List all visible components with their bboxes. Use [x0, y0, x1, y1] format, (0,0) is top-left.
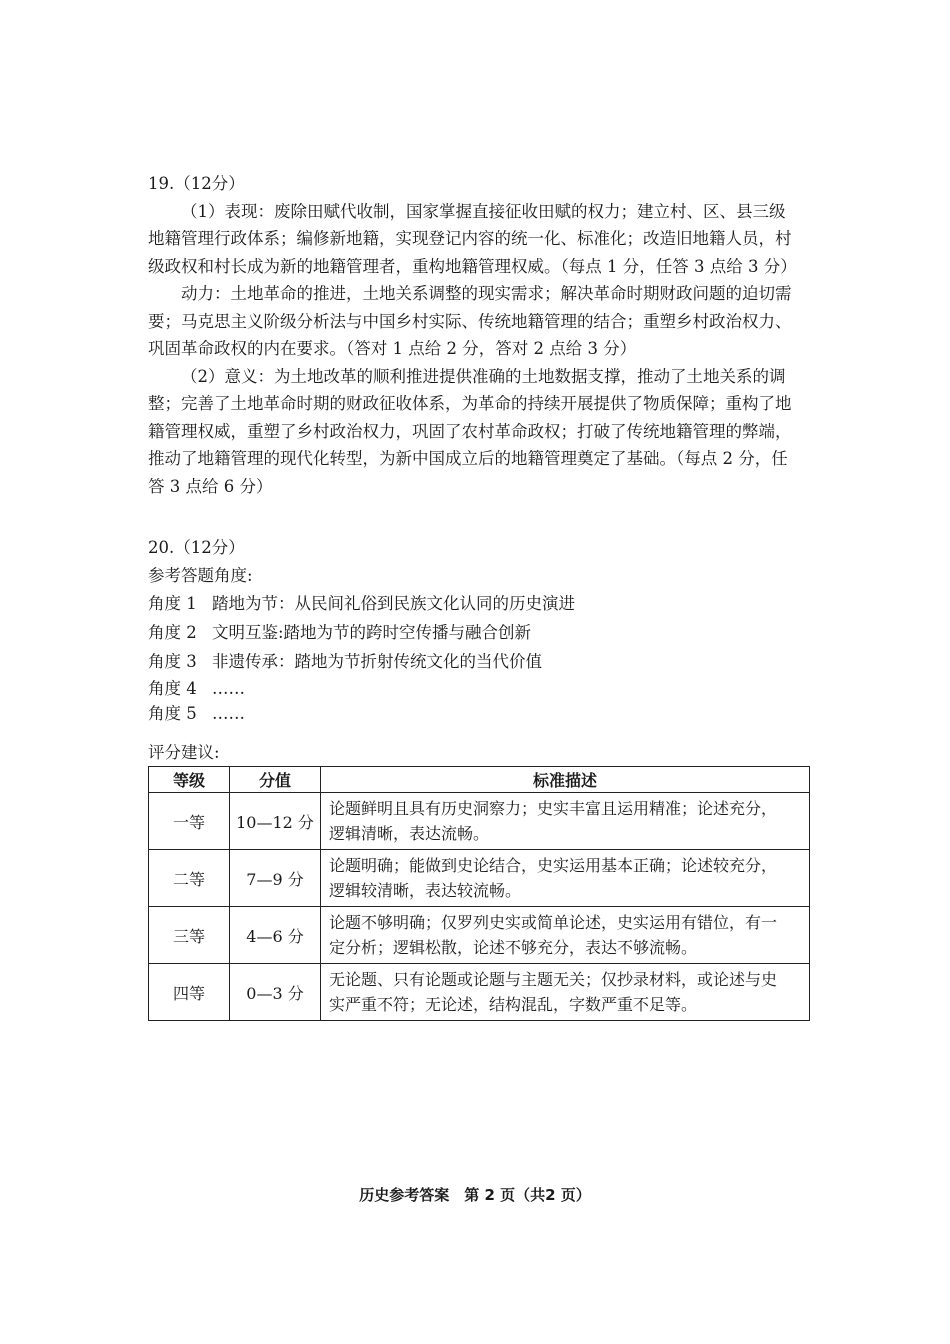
- table-row: [149, 907, 810, 964]
- table-row: [149, 850, 810, 907]
- description-line: 逻辑清晰，表达流畅。: [329, 824, 490, 843]
- table-header-row: [149, 767, 810, 793]
- page-footer: 历史参考答案 第 2 页（共2 页）: [359, 1186, 591, 1204]
- level-cell: 一等: [149, 793, 230, 850]
- angle-label: 角度 5: [148, 704, 197, 723]
- q19-part1: [148, 198, 812, 281]
- angle-item: [148, 676, 812, 701]
- q20-heading: 20.（12分）: [148, 538, 245, 557]
- eval-title: 评分建议:: [148, 743, 220, 762]
- q19-motive-line: 巩固革命政权的内在要求。（答对 1 点给 2 分，答对 2 点给 3 分）: [148, 339, 637, 358]
- angle-label: 角度 2: [148, 623, 197, 642]
- header-level: 等级: [149, 767, 230, 793]
- q19-heading: 19.（12分）: [148, 174, 245, 193]
- description-cell: [321, 907, 810, 964]
- description-line: 定分析；逻辑松散，论述不够充分，表达不够流畅。: [329, 938, 698, 957]
- level-cell: 二等: [149, 850, 230, 907]
- q19-motive: [148, 280, 812, 363]
- q19-part2-line: 答 3 点给 6 分）: [148, 476, 273, 496]
- description-cell: [321, 964, 810, 1021]
- q19-part2: [148, 363, 812, 501]
- angle-text: 文明互鉴:踏地为节的跨时空传播与融合创新: [212, 623, 532, 642]
- angle-item: [148, 647, 812, 676]
- angle-label: 角度 4: [148, 679, 197, 698]
- score-cell: 4—6 分: [230, 907, 321, 964]
- answer-page: [148, 170, 812, 1021]
- score-cell: 0—3 分: [230, 964, 321, 1021]
- q19-motive-line: 动力：土地革命的推进，土地关系调整的现实需求；解决革命时期财政问题的迫切需: [181, 284, 792, 303]
- q19-part1-line: 地籍管理行政体系；编修新地籍，实现登记内容的统一化、标准化；改造旧地籍人员，村: [148, 229, 792, 248]
- description-line: 无论题、只有论题或论题与主题无关；仅抄录材料，或论述与史: [329, 970, 778, 989]
- q19-part2-line: 籍管理权威，重塑了乡村政治权力，巩固了农村革命政权；打破了传统地籍管理的弊端，: [148, 421, 792, 441]
- angle-text: ……: [212, 679, 245, 698]
- description-line: 论题鲜明且具有历史洞察力；史实丰富且运用精准；论述充分，: [329, 799, 778, 818]
- angle-text: 踏地为节：从民间礼俗到民族文化认同的历史演进: [212, 594, 575, 613]
- angle-item: [148, 618, 812, 647]
- description-line: 论题明确；能做到史论结合，史实运用基本正确；论述较充分，: [329, 856, 778, 875]
- level-cell: 三等: [149, 907, 230, 964]
- q19-part1-line: 级政权和村长成为新的地籍管理者，重构地籍管理权威。（每点 1 分，任答 3 点给 3 分）: [148, 256, 797, 276]
- q19-part1-line: （1）表现：废除田赋代收制，国家掌握直接征收田赋的权力；建立村、区、县三级: [181, 201, 786, 221]
- table-row: [149, 793, 810, 850]
- q19-part2-line: 整；完善了土地革命时期的财政征收体系，为革命的持续开展提供了物质保障；重构了地: [148, 394, 792, 413]
- description-line: 逻辑较清晰，表达较流畅。: [329, 881, 522, 900]
- q20-angle-list: [148, 589, 812, 726]
- angle-text: 非遗传承：踏地为节折射传统文化的当代价值: [212, 652, 542, 671]
- header-score: 分值: [230, 767, 321, 793]
- q20-angles-title: 参考答题角度:: [148, 565, 253, 585]
- table-row: [149, 964, 810, 1021]
- scoring-table: [148, 766, 810, 1021]
- description-line: 论题不够明确；仅罗列史实或简单论述，史实运用有错位，有一: [329, 913, 778, 932]
- score-cell: 7—9 分: [230, 850, 321, 907]
- level-cell: 四等: [149, 964, 230, 1021]
- header-description: 标准描述: [321, 767, 810, 793]
- description-cell: [321, 850, 810, 907]
- angle-label: 角度 1: [148, 594, 197, 613]
- description-cell: [321, 793, 810, 850]
- q19-part2-line: 推动了地籍管理的现代化转型，为新中国成立后的地籍管理奠定了基础。（每点 2 分，任: [148, 449, 788, 468]
- description-line: 实严重不符；无论述，结构混乱，字数严重不足等。: [329, 995, 698, 1014]
- angle-item: [148, 589, 812, 618]
- angle-item: [148, 701, 812, 726]
- q19-motive-line: 要；马克思主义阶级分析法与中国乡村实际、传统地籍管理的结合；重塑乡村政治权力、: [148, 311, 792, 331]
- angle-label: 角度 3: [148, 652, 197, 671]
- angle-text: ……: [212, 704, 245, 723]
- q19-part2-line: （2）意义：为土地改革的顺利推进提供准确的土地数据支撑，推动了土地关系的调: [181, 366, 786, 386]
- score-cell: 10—12 分: [230, 793, 321, 850]
